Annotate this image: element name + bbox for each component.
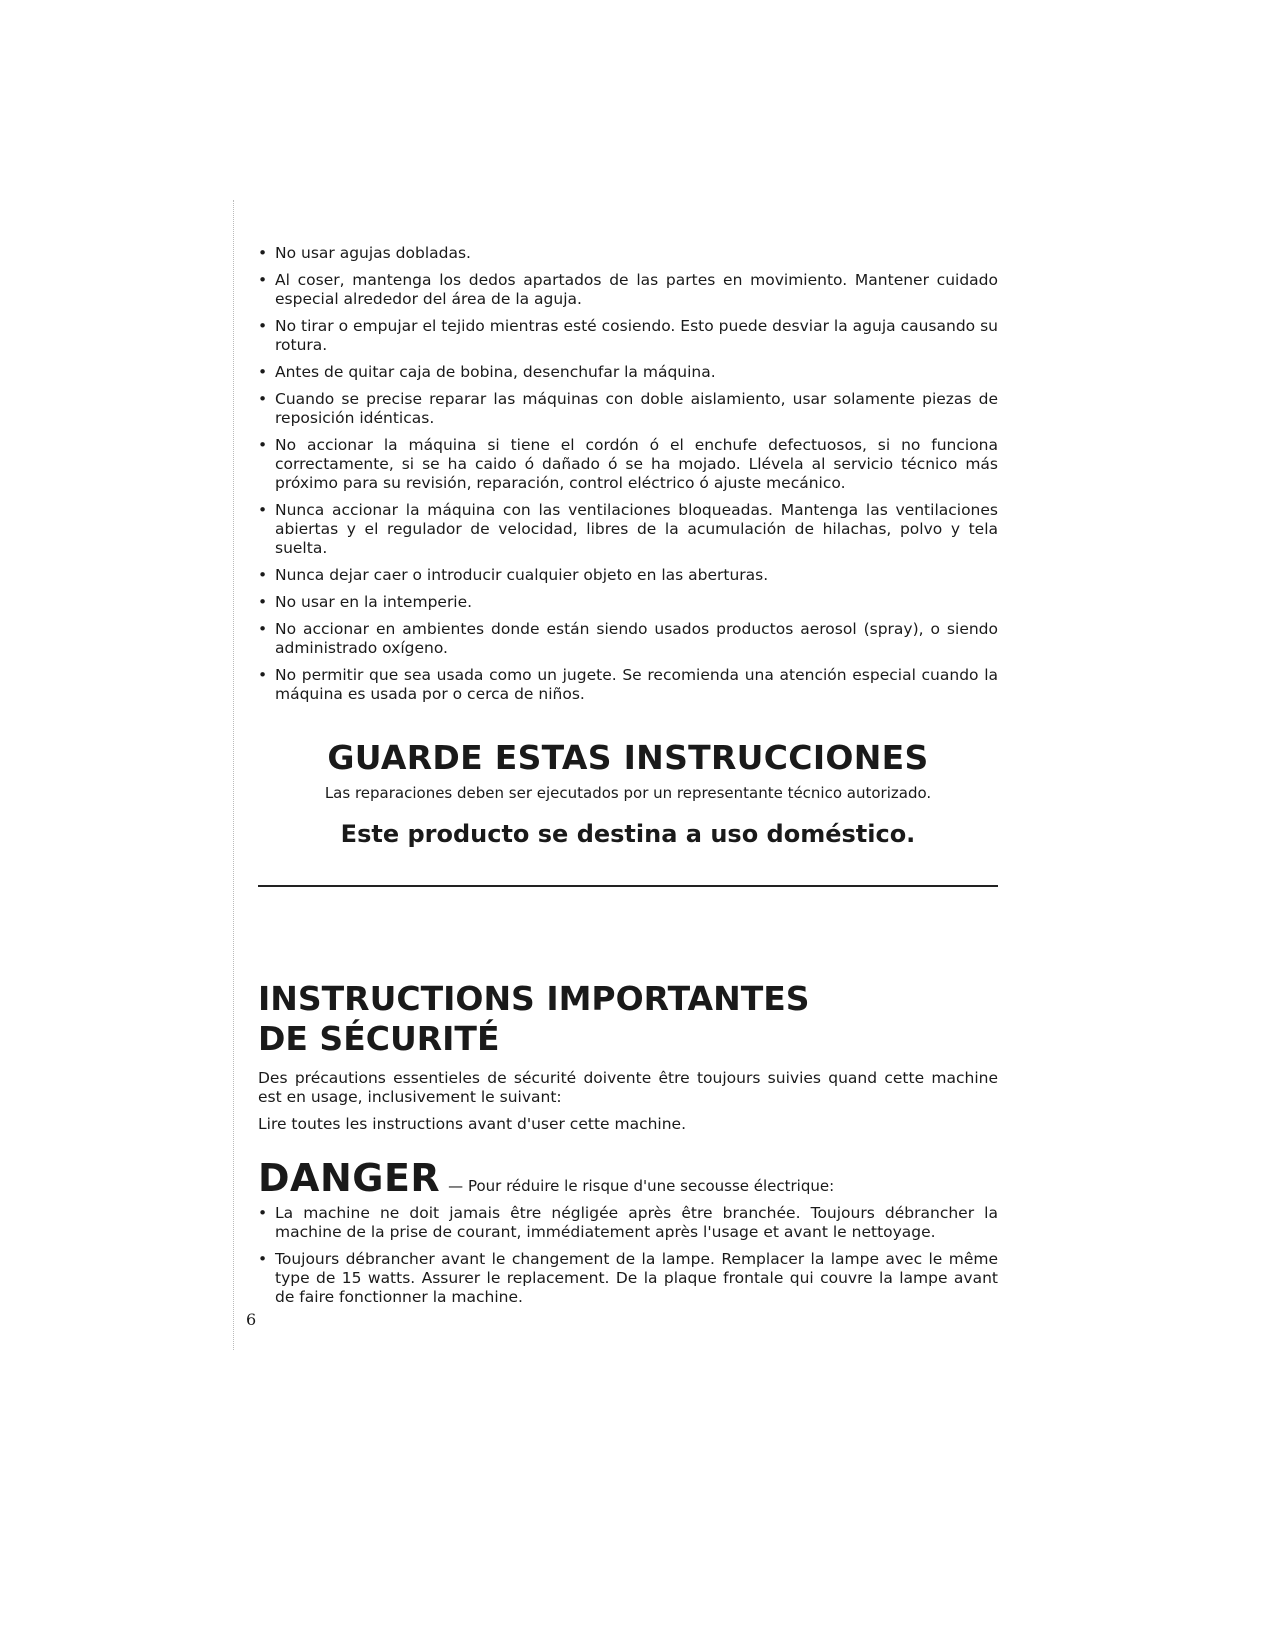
save-instructions-heading: GUARDE ESTAS INSTRUCCIONES — [327, 738, 929, 777]
french-heading-line1: INSTRUCTIONS IMPORTANTES — [258, 979, 810, 1018]
list-item-text: No usar agujas dobladas. — [275, 244, 471, 262]
repairs-note: Las reparaciones deben ser ejecutados por un representante técnico autorizado. — [324, 784, 932, 802]
bullet-icon: • — [258, 436, 268, 454]
danger-heading — [258, 1156, 998, 1200]
list-item — [258, 390, 998, 428]
list-item — [258, 363, 998, 382]
spanish-safety-list — [258, 244, 998, 704]
bullet-icon: • — [258, 317, 268, 335]
bullet-icon: • — [258, 1250, 268, 1268]
bullet-icon: • — [258, 271, 268, 289]
scan-margin-mark — [233, 200, 235, 1350]
list-item — [258, 566, 998, 585]
french-intro: Des précautions essentieles de sécurité doivente être toujours suivies quand cette machine est en usage, inclusivement le suivant: — [258, 1069, 998, 1106]
list-item-text: No tirar o empujar el tejido mientras esté cosiendo. Esto puede desviar la aguja causando su rotura. — [275, 317, 998, 354]
french-safety-heading — [258, 979, 998, 1059]
danger-description: — Pour réduire le risque d'une secousse électrique: — [448, 1177, 835, 1195]
list-item-text: Nunca accionar la máquina con las ventilaciones bloqueadas. Mantenga las ventilaciones abiertas y el regulador de velocidad, libres de la acumulación de hilachas, polvo y tela suelta. — [275, 501, 998, 557]
list-item-text: Antes de quitar caja de bobina, desenchufar la máquina. — [275, 363, 716, 381]
list-item-text: No accionar en ambientes donde están siendo usados productos aerosol (spray), o siendo administrado oxígeno. — [275, 620, 998, 657]
list-item-text: No accionar la máquina si tiene el cordón ó el enchufe defectuosos, si no funciona correctamente, si se ha caido ó dañado ó se ha mojado. Llévela al servicio técnico más próximo para su revisión, reparación, control eléctrico ó ajuste mecánico. — [275, 436, 998, 492]
document-page — [258, 244, 998, 1315]
list-item-text: No usar en la intemperie. — [275, 593, 473, 611]
bullet-icon: • — [258, 593, 268, 611]
household-use-heading: Este producto se destina a uso doméstico. — [340, 820, 916, 848]
french-heading-line2: DE SÉCURITÉ — [258, 1019, 500, 1058]
list-item-text: Al coser, mantenga los dedos apartados de las partes en movimiento. Mantener cuidado especial alrededor del área de la aguja. — [275, 271, 998, 308]
list-item — [258, 666, 998, 704]
bullet-icon: • — [258, 501, 268, 519]
list-item — [258, 593, 998, 612]
list-item-text: La machine ne doit jamais être négligée après être branchée. Toujours débrancher la machine de la prise de courant, immédiatement après l'usage et avant le nettoyage. — [275, 1204, 998, 1241]
list-item — [258, 1250, 998, 1307]
list-item — [258, 244, 998, 263]
french-danger-list — [258, 1204, 998, 1307]
list-item — [258, 501, 998, 558]
french-read-instructions: Lire toutes les instructions avant d'user cette machine. — [258, 1115, 687, 1133]
list-item — [258, 317, 998, 355]
list-item — [258, 436, 998, 493]
danger-word: DANGER — [258, 1156, 441, 1200]
list-item-text: No permitir que sea usada como un jugete. Se recomienda una atención especial cuando la máquina es usada por o cerca de niños. — [275, 666, 998, 703]
bullet-icon: • — [258, 390, 268, 408]
list-item — [258, 271, 998, 309]
bullet-icon: • — [258, 566, 268, 584]
list-item-text: Cuando se precise reparar las máquinas con doble aislamiento, usar solamente piezas de reposición idénticas. — [275, 390, 998, 427]
list-item-text: Toujours débrancher avant le changement de la lampe. Remplacer la lampe avec le même type de 15 watts. Assurer le replacement. De la plaque frontale qui couvre la lampe avant de faire fonctionner la machine. — [275, 1250, 998, 1306]
bullet-icon: • — [258, 363, 268, 381]
list-item-text: Nunca dejar caer o introducir cualquier objeto en las aberturas. — [275, 566, 769, 584]
bullet-icon: • — [258, 666, 268, 684]
section-divider — [258, 885, 998, 887]
list-item — [258, 1204, 998, 1242]
page-number: 6 — [246, 1310, 257, 1329]
bullet-icon: • — [258, 1204, 268, 1222]
bullet-icon: • — [258, 244, 268, 262]
list-item — [258, 620, 998, 658]
bullet-icon: • — [258, 620, 268, 638]
